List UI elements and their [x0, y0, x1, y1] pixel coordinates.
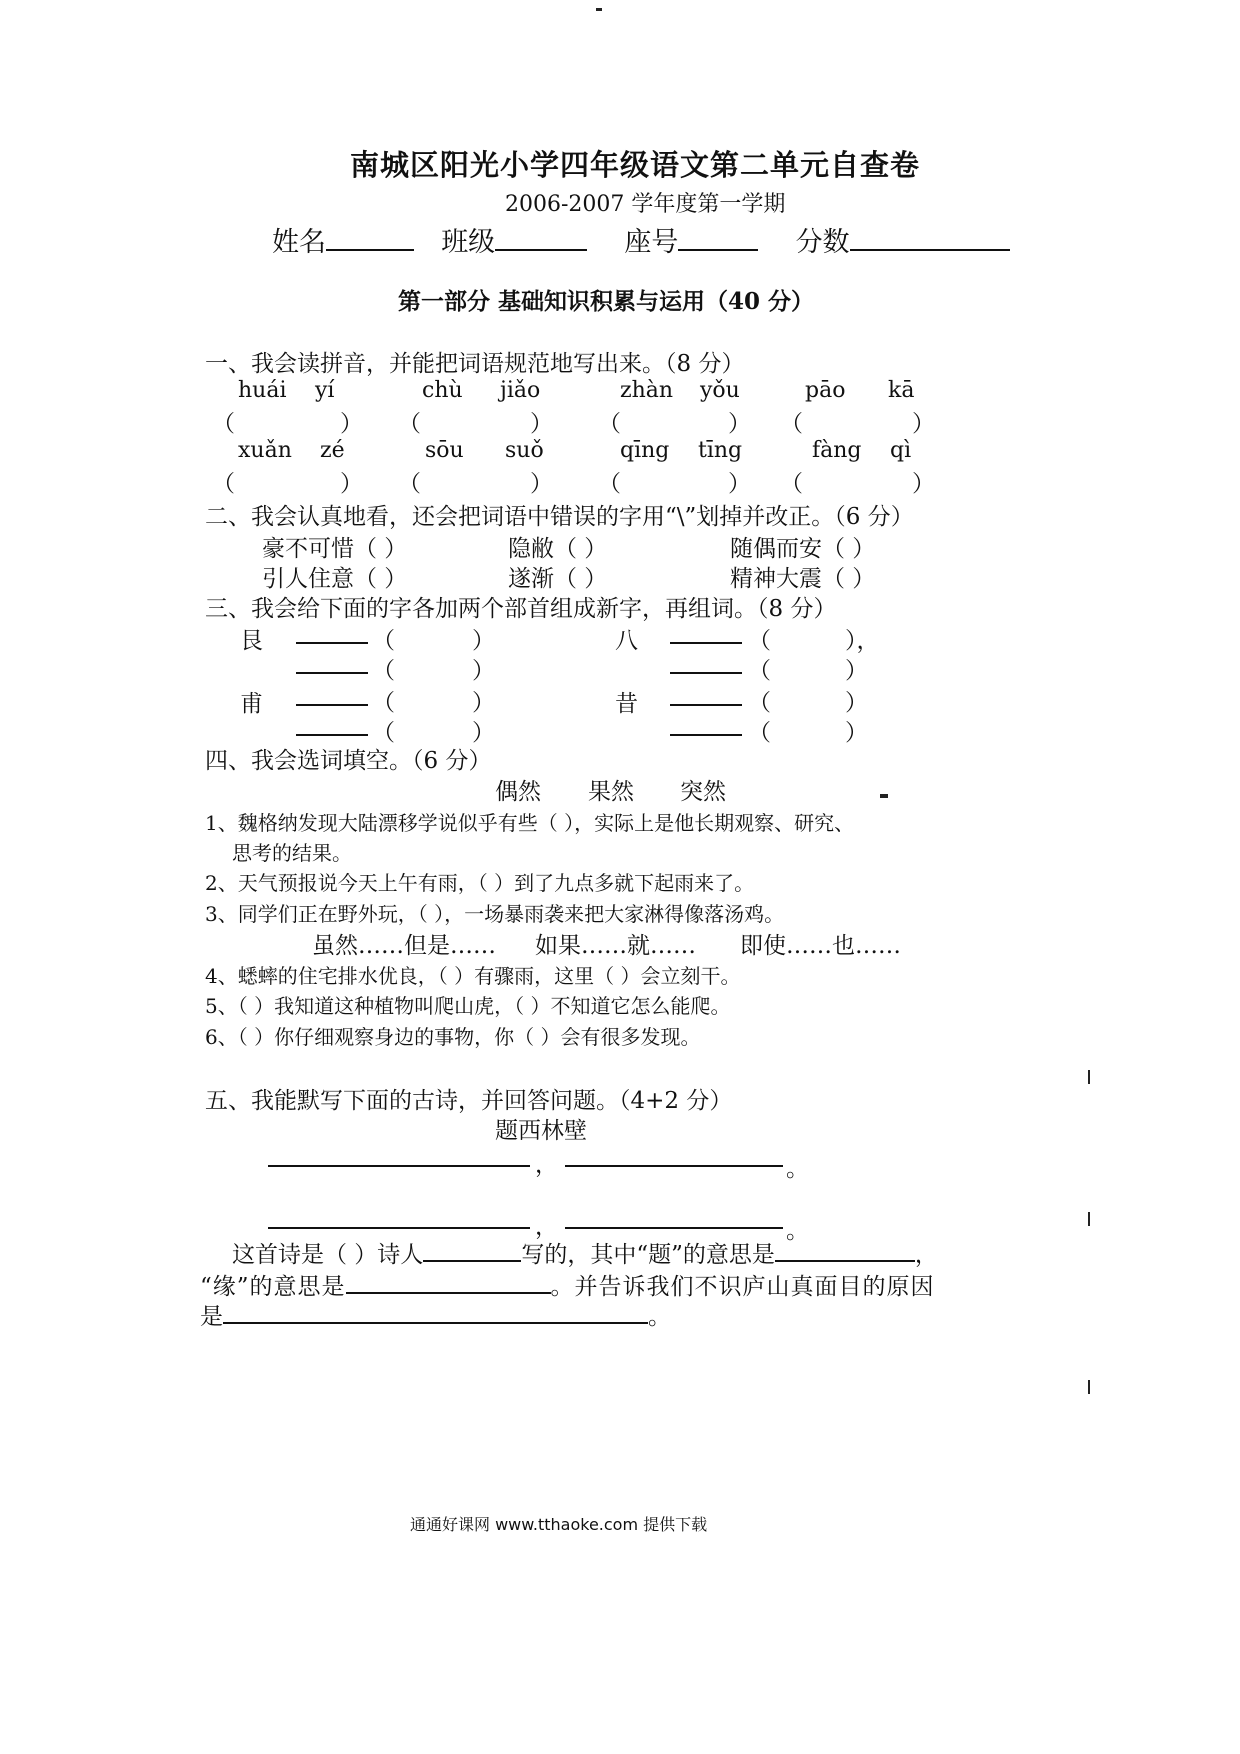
- answer-bracket[interactable]: ）: [912, 471, 935, 497]
- pinyin: tīng: [698, 438, 743, 463]
- answer-bracket[interactable]: ）: [472, 658, 495, 684]
- fill-item-3: 3、同学们正在野外玩，（ ），一场暴雨袭来把大家淋得像落汤鸡。: [205, 902, 785, 926]
- pinyin: zé: [320, 438, 345, 463]
- answer-bracket[interactable]: （: [372, 720, 395, 746]
- word-item[interactable]: 精神大震（ ）: [730, 566, 876, 592]
- answer-bracket[interactable]: ）: [472, 720, 495, 746]
- answer-bracket[interactable]: （: [372, 628, 395, 654]
- reason-blank[interactable]: [223, 1304, 648, 1324]
- pinyin: xuǎn: [238, 438, 292, 463]
- answer-bracket[interactable]: ）: [472, 628, 495, 654]
- question-3-heading: 三、我会给下面的字各加两个部首组成新字，再组词。（8 分）: [205, 596, 837, 622]
- poem-question-text: 。并告诉我们不识庐山真面目的原因: [550, 1274, 935, 1300]
- scan-speck: [1088, 1212, 1090, 1226]
- pinyin: suǒ: [505, 438, 544, 463]
- radical-blank[interactable]: [670, 672, 742, 674]
- answer-bracket[interactable]: （: [398, 411, 421, 437]
- word-item[interactable]: 随偶而安（ ）: [730, 536, 876, 562]
- fill-item-6: 6、（ ）你仔细观察身边的事物，你（ ）会有很多发现。: [205, 1025, 701, 1049]
- radical-blank[interactable]: [670, 734, 742, 736]
- school-term: 2006-2007 学年度第一学期: [505, 192, 786, 217]
- radical-blank[interactable]: [296, 704, 368, 706]
- comma: ，: [535, 1152, 558, 1178]
- fill-item-4: 4、蟋蟀的住宅排水优良，（ ）有骤雨，这里（ ）会立刻干。: [205, 964, 741, 988]
- poem-question-text: ，: [914, 1242, 938, 1268]
- poem-line-blank[interactable]: [565, 1165, 783, 1167]
- word-item[interactable]: 引人住意（ ）: [262, 566, 408, 592]
- radical-blank[interactable]: [296, 672, 368, 674]
- meaning-blank[interactable]: [346, 1274, 551, 1294]
- class-field[interactable]: [495, 227, 587, 251]
- pinyin: sōu: [425, 438, 464, 463]
- word-item[interactable]: 豪不可惜（ ）: [262, 536, 408, 562]
- pinyin: qì: [890, 438, 912, 463]
- word-item[interactable]: 隐敝（ ）: [508, 536, 608, 562]
- name-field[interactable]: [326, 227, 414, 251]
- pinyin: jiǎo: [500, 378, 541, 403]
- answer-bracket[interactable]: （: [598, 471, 621, 497]
- score-field[interactable]: [850, 227, 1010, 251]
- word-item[interactable]: 遂渐（ ）: [508, 566, 608, 592]
- conjunction-choice: 即使……也……: [740, 933, 901, 959]
- fill-item-1-cont: 思考的结果。: [232, 841, 352, 865]
- question-4-heading: 四、我会选词填空。（6 分）: [205, 748, 492, 774]
- answer-bracket[interactable]: ）: [845, 720, 868, 746]
- base-char: 甫: [240, 691, 263, 717]
- poem-question-text: 这首诗是（ ）诗人: [232, 1242, 424, 1268]
- answer-bracket[interactable]: （: [748, 720, 771, 746]
- answer-bracket[interactable]: ）: [472, 690, 495, 716]
- fill-item-2: 2、天气预报说今天上午有雨，（ ）到了九点多就下起雨来了。: [205, 871, 755, 895]
- scan-speck: [1088, 1380, 1090, 1394]
- answer-bracket[interactable]: ）: [845, 690, 868, 716]
- pinyin: qīng: [620, 438, 670, 463]
- poem-line-blank[interactable]: [565, 1227, 783, 1229]
- word-choice: 突然: [680, 779, 726, 805]
- answer-bracket[interactable]: （: [748, 658, 771, 684]
- seat-label: 座号: [624, 227, 679, 258]
- radical-blank[interactable]: [296, 642, 368, 644]
- answer-bracket[interactable]: ）: [728, 471, 751, 497]
- score-label: 分数: [795, 227, 850, 258]
- question-5-heading: 五、我能默写下面的古诗，并回答问题。（4+2 分）: [205, 1088, 733, 1114]
- base-char: 昔: [615, 691, 638, 717]
- radical-blank[interactable]: [670, 642, 742, 644]
- word-choice: 果然: [588, 779, 634, 805]
- pinyin: huái: [238, 378, 287, 403]
- poem-question-line-2: [200, 1268, 935, 1301]
- poem-question-text: 是: [200, 1304, 223, 1330]
- answer-bracket[interactable]: ）: [912, 411, 935, 437]
- answer-bracket[interactable]: （: [372, 658, 395, 684]
- scan-speck: [596, 8, 602, 11]
- poem-question-text: 写的，其中“题”的意思是: [521, 1242, 775, 1268]
- period: 。: [786, 1218, 809, 1244]
- answer-bracket[interactable]: （: [398, 471, 421, 497]
- answer-bracket[interactable]: ）: [340, 471, 363, 497]
- fill-item-1: 1、魏格纳发现大陆漂移学说似乎有些（ ），实际上是他长期观察、研究、: [205, 811, 855, 835]
- answer-bracket[interactable]: ）: [340, 411, 363, 437]
- conjunction-choice: 虽然……但是……: [312, 933, 496, 959]
- footer-credit: 通通好课网 www.tthaoke.com 提供下载: [410, 1515, 708, 1534]
- base-char: 艮: [240, 628, 263, 654]
- pinyin: chù: [422, 378, 463, 403]
- student-info-row: [272, 220, 1010, 259]
- answer-bracket[interactable]: ）: [530, 411, 553, 437]
- pinyin: zhàn: [620, 378, 674, 403]
- poem-line-blank[interactable]: [268, 1165, 530, 1167]
- answer-bracket[interactable]: （: [748, 628, 771, 654]
- poem-question-line-1: [232, 1236, 938, 1269]
- poem-line-blank[interactable]: [268, 1227, 530, 1229]
- question-1-heading: 一、我会读拼音，并能把词语规范地写出来。（8 分）: [205, 351, 745, 377]
- pinyin: yǒu: [700, 378, 740, 403]
- part-one-heading: 第一部分 基础知识积累与运用（40 分）: [398, 288, 815, 315]
- answer-bracket[interactable]: （: [372, 690, 395, 716]
- seat-field[interactable]: [678, 227, 758, 251]
- radical-blank[interactable]: [670, 704, 742, 706]
- meaning-blank[interactable]: [775, 1242, 915, 1262]
- class-label: 班级: [441, 227, 496, 258]
- pinyin: yí: [315, 378, 335, 403]
- scan-speck: [1088, 1070, 1090, 1084]
- question-2-heading: 二、我会认真地看，还会把词语中错误的字用“\”划掉并改正。（6 分）: [205, 504, 914, 530]
- word-choice: 偶然: [495, 779, 541, 805]
- period: 。: [786, 1156, 809, 1182]
- poet-blank[interactable]: [423, 1242, 521, 1262]
- conjunction-choice: 如果……就……: [535, 933, 696, 959]
- pinyin: pāo: [805, 378, 846, 403]
- pinyin: kā: [888, 378, 915, 403]
- poem-title: 题西林壁: [495, 1118, 587, 1144]
- page-title: 南城区阳光小学四年级语文第二单元自查卷: [350, 148, 921, 182]
- answer-bracket[interactable]: （: [748, 690, 771, 716]
- answer-bracket[interactable]: （: [780, 411, 803, 437]
- answer-bracket[interactable]: ）: [728, 411, 751, 437]
- pinyin: fàng: [812, 438, 862, 463]
- fill-item-5: 5、（ ）我知道这种植物叫爬山虎，（ ）不知道它怎么能爬。: [205, 994, 731, 1018]
- answer-bracket[interactable]: ）: [845, 658, 868, 684]
- scan-speck: [880, 794, 888, 798]
- base-char: 八: [615, 628, 638, 654]
- answer-bracket[interactable]: （: [780, 471, 803, 497]
- radical-blank[interactable]: [296, 734, 368, 736]
- answer-bracket[interactable]: ）: [530, 471, 553, 497]
- comma: ，: [535, 1214, 558, 1240]
- poem-question-line-3: [200, 1298, 671, 1331]
- answer-bracket[interactable]: ），: [845, 628, 880, 654]
- poem-question-text: 。: [648, 1304, 671, 1330]
- answer-bracket[interactable]: （: [598, 411, 621, 437]
- answer-bracket[interactable]: （: [212, 411, 235, 437]
- answer-bracket[interactable]: （: [212, 471, 235, 497]
- name-label: 姓名: [272, 227, 326, 258]
- poem-question-text: “缘”的意思是: [200, 1274, 346, 1300]
